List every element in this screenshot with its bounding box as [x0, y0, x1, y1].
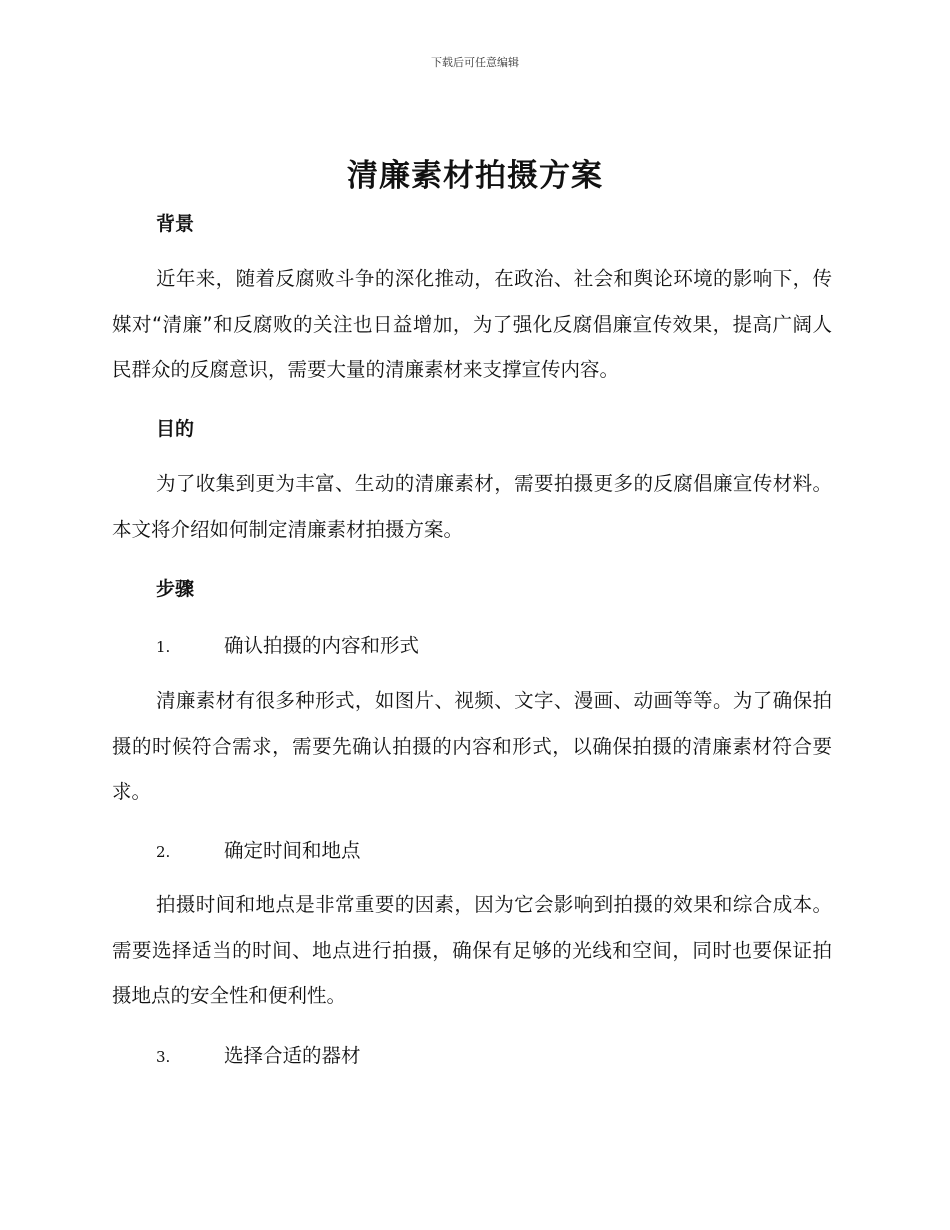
document-title: 清廉素材拍摄方案 — [347, 158, 603, 194]
header-note: 下载后可任意编辑 — [431, 56, 519, 69]
paragraph-step-2: 拍摄时间和地点是非常重要的因素，因为它会影响到拍摄的效果和综合成本。需要选择适当的时间、地点进行拍摄，确保有足够的光线和空间，同时也要保证拍摄地点的安全性和便利性。 — [112, 893, 832, 1007]
paragraph-purpose: 为了收集到更为丰富、生动的清廉素材，需要拍摄更多的反腐倡廉宣传材料。本文将介绍如何制定清廉素材拍摄方案。 — [112, 472, 832, 541]
paragraph-background: 近年来，随着反腐败斗争的深化推动，在政治、社会和舆论环境的影响下，传媒对“清廉”和反腐败的关注也日益增加，为了强化反腐倡廉宣传效果，提高广阔人民群众的反腐意识，需要大量的清廉素材来支撑宣传内容。 — [112, 267, 832, 381]
step-label: 确认拍摄的内容和形式 — [224, 634, 420, 657]
step-label: 选择合适的器材 — [224, 1044, 361, 1067]
paragraph-step-1: 清廉素材有很多种形式，如图片、视频、文字、漫画、动画等等。为了确保拍摄的时候符合需求，需要先确认拍摄的内容和形式，以确保拍摄的清廉素材符合要求。 — [112, 689, 832, 803]
step-number: 2. — [156, 843, 171, 861]
step-label: 确定时间和地点 — [224, 839, 361, 862]
section-heading-background: 背景 — [156, 213, 195, 235]
step-number: 3. — [156, 1048, 171, 1066]
section-heading-steps: 步骤 — [156, 578, 195, 600]
step-number: 1. — [156, 638, 171, 656]
step-item-3 — [156, 1040, 361, 1068]
step-item-1 — [156, 630, 419, 658]
step-item-2 — [156, 835, 361, 863]
section-heading-purpose: 目的 — [156, 418, 195, 440]
